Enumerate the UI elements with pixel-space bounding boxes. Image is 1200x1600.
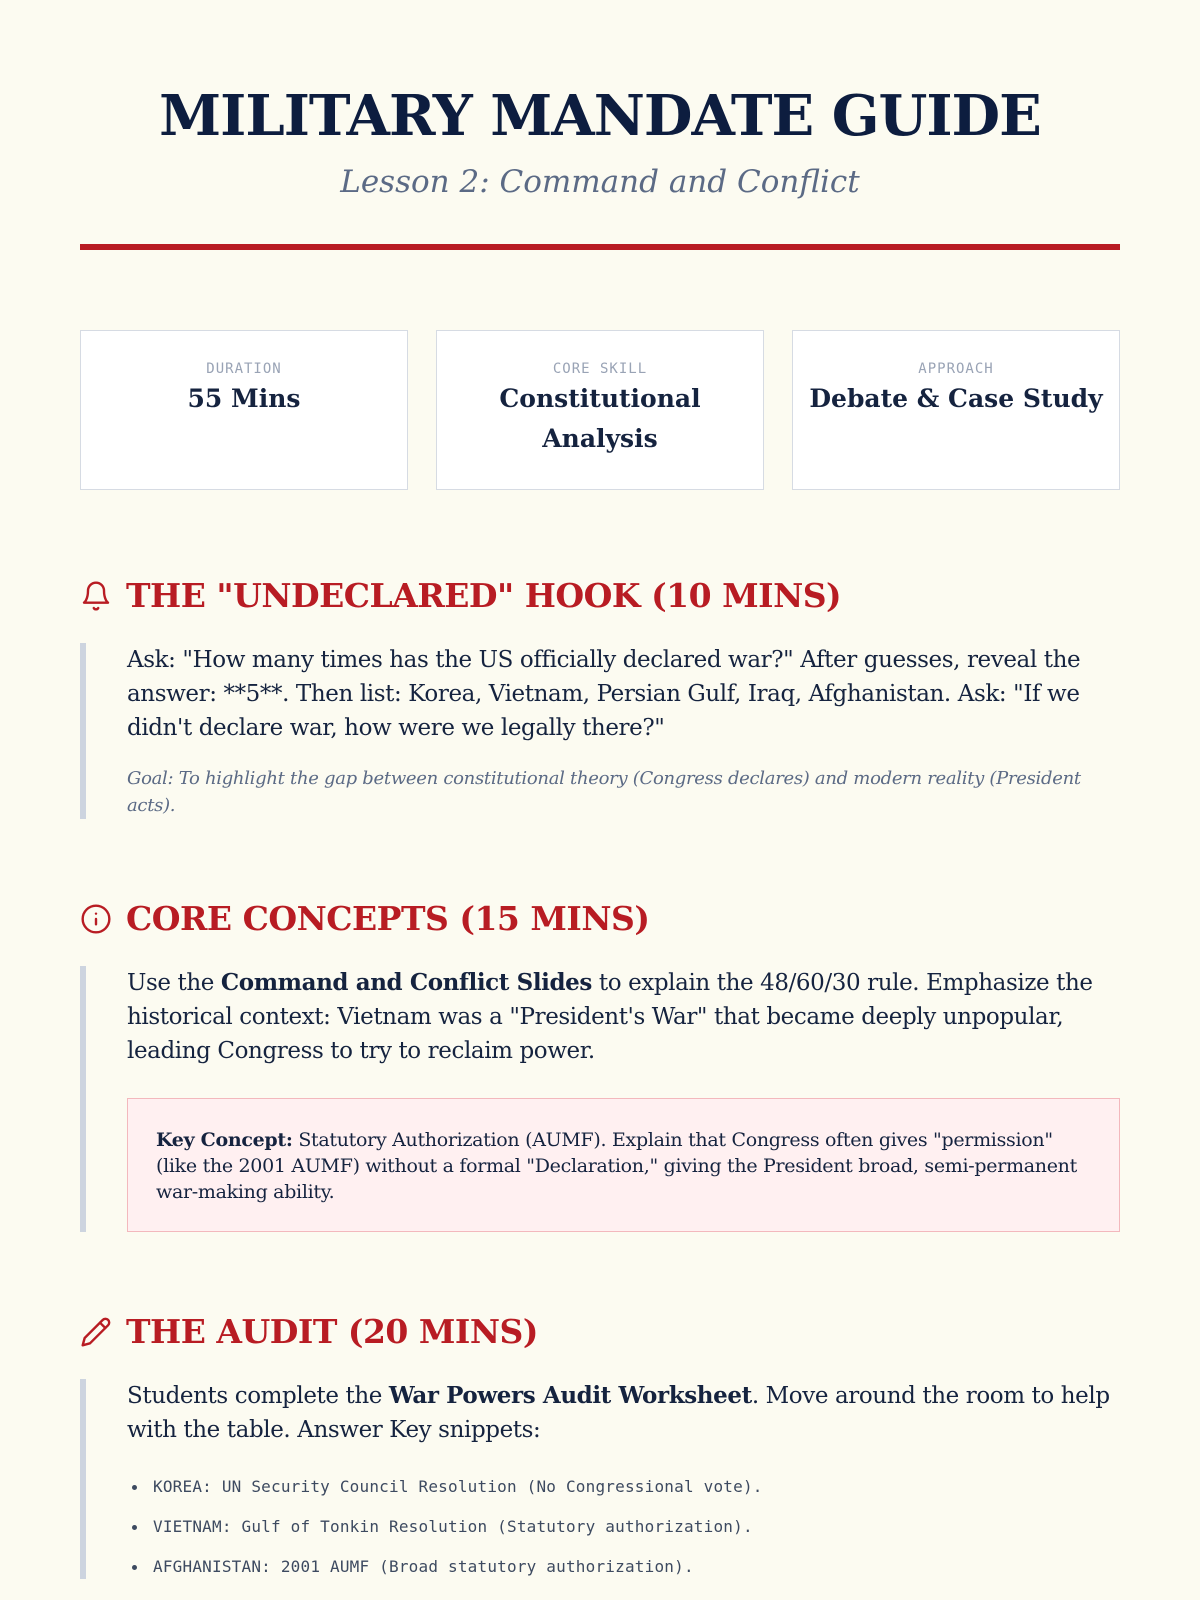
paragraph-text: to explain the 48/60/30 rule. Emphasize the historical context: Vietnam was a "President's War" that became deeply unpopular, leading Congress to try to reclaim power.: [127, 970, 1093, 1064]
stats-row: [80, 330, 1120, 490]
stat-value: Debate & Case Study: [809, 384, 1103, 413]
stat-label: DURATION: [206, 361, 282, 377]
list-item: VIETNAM: Gulf of Tonkin Resolution (Statutory authorization).: [127, 1515, 1120, 1539]
section-hook: [80, 576, 1120, 819]
stat-card-approach: [792, 330, 1120, 490]
paragraph-text: Use the: [127, 970, 221, 996]
info-icon: [80, 903, 112, 935]
section-header: [80, 1312, 1120, 1351]
section-body: [80, 1379, 1120, 1579]
page-subtitle: Lesson 2: Command and Conflict: [340, 164, 860, 200]
section-paragraph: Ask: "How many times has the US officially declared war?" After guesses, reveal the answer: **5**. Then list: Korea, Vietnam, Persian Gulf, Iraq, Afghanistan. Ask: "If we didn't declare war, how were we legally there?": [127, 647, 1081, 741]
slides-reference: Command and Conflict Slides: [220, 969, 592, 996]
section-body: [80, 966, 1120, 1232]
section-audit: [80, 1312, 1120, 1579]
header-divider: [80, 244, 1120, 250]
worksheet-reference: War Powers Audit Worksheet: [388, 1382, 752, 1409]
section-core-concepts: [80, 899, 1120, 1232]
list-item: AFGHANISTAN: 2001 AUMF (Broad statutory authorization).: [127, 1555, 1120, 1579]
bell-icon: [80, 580, 112, 612]
paragraph-text: Students complete the: [127, 1383, 389, 1409]
section-title: THE "UNDECLARED" HOOK (10 MINS): [126, 576, 842, 615]
list-item: KOREA: UN Security Council Resolution (No Congressional vote).: [127, 1475, 1120, 1499]
key-concept-box: [127, 1098, 1120, 1232]
key-concept-text: Statutory Authorization (AUMF). Explain that Congress often gives "permission" (like the 2001 AUMF) without a formal "Declaration," giving the President broad, semi-permanent war-making ability.: [156, 1129, 1077, 1203]
stat-value: 55 Mins: [187, 384, 301, 413]
stat-card-duration: [80, 330, 408, 490]
section-paragraph: [127, 966, 1120, 1068]
pencil-icon: [80, 1316, 112, 1348]
section-paragraph: [127, 1379, 1120, 1447]
page-title: MILITARY MANDATE GUIDE: [159, 83, 1041, 149]
goal-note: Goal: To highlight the gap between constitutional theory (Congress declares) and modern reality (President acts).: [127, 768, 1081, 816]
stat-label: CORE SKILL: [552, 361, 648, 377]
key-concept-label: Key Concept:: [156, 1129, 293, 1151]
section-title: CORE CONCEPTS (15 MINS): [126, 899, 650, 938]
section-header: [80, 576, 1120, 615]
stat-card-core-skill: [436, 330, 764, 490]
paragraph-text: . Move around the room to help with the table. Answer Key snippets:: [127, 1383, 1110, 1443]
section-title: THE AUDIT (20 MINS): [126, 1312, 538, 1351]
answer-key-list: [127, 1475, 1120, 1579]
page-header: [80, 80, 1120, 202]
stat-value: Constitutional Analysis: [499, 384, 701, 453]
section-header: [80, 899, 1120, 938]
section-body: [80, 643, 1120, 819]
stat-label: APPROACH: [918, 361, 994, 377]
